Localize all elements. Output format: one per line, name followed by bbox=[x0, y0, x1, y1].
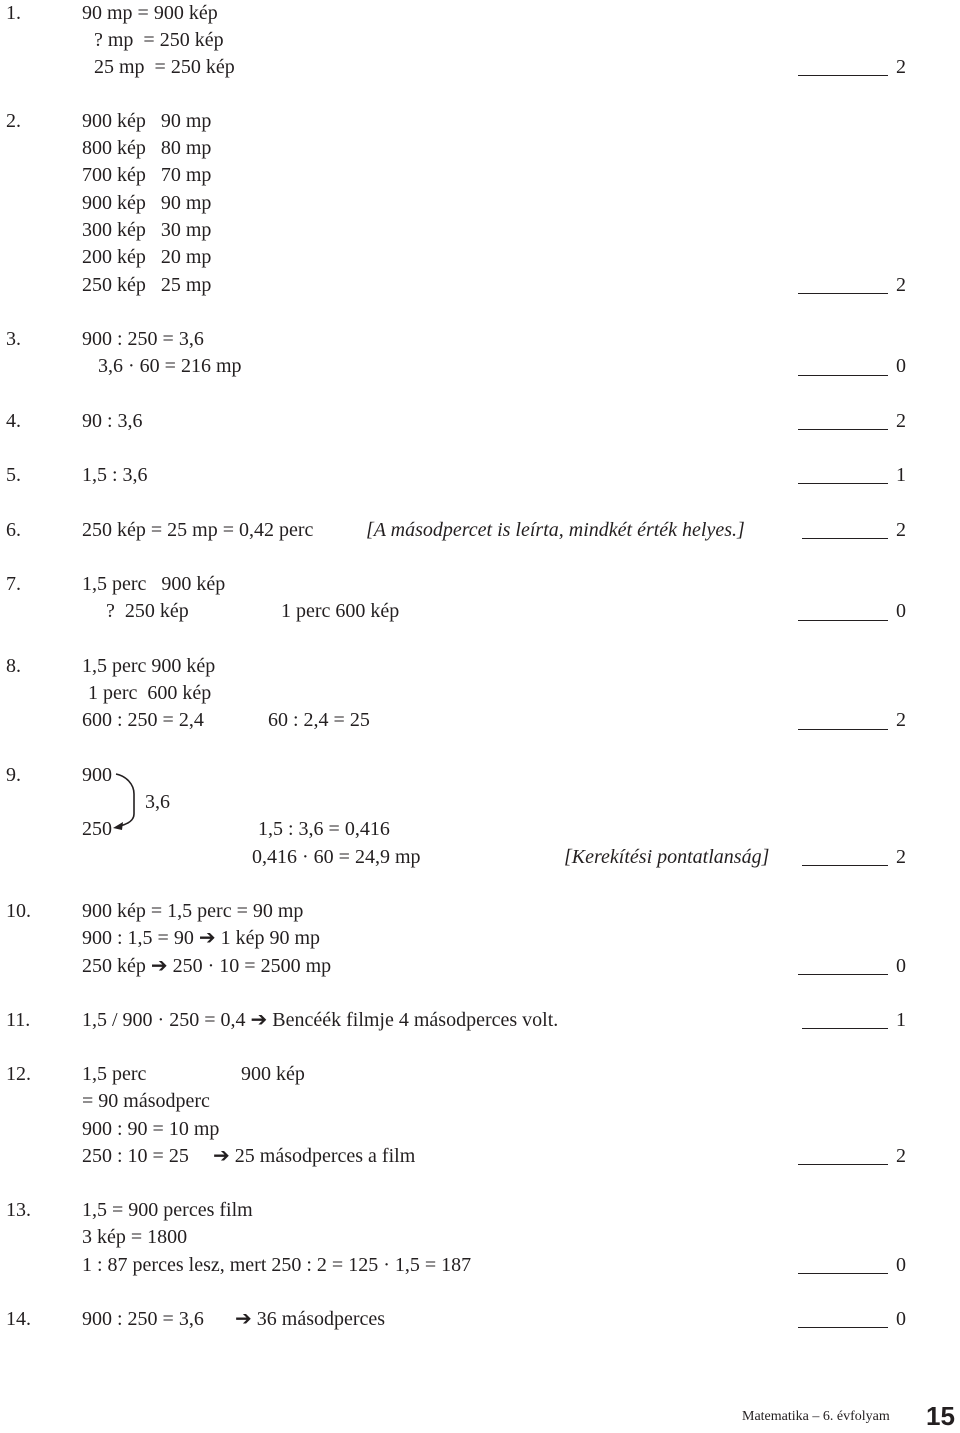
score-blank bbox=[798, 75, 888, 76]
item-line: 1 perc 600 kép bbox=[88, 682, 212, 704]
item-number: 12. bbox=[6, 1063, 31, 1085]
page-number: 15 bbox=[926, 1401, 955, 1431]
score-blank bbox=[798, 1327, 888, 1328]
item-number: 2. bbox=[6, 110, 21, 132]
item-score: 0 bbox=[896, 1308, 906, 1330]
score-blank bbox=[798, 293, 888, 294]
item-line: 250 bbox=[82, 818, 112, 840]
item-line: 1,5 perc 900 kép bbox=[82, 573, 226, 595]
item-line: 250 : 10 = 25 bbox=[82, 1145, 189, 1167]
bracket-arrow-icon bbox=[112, 770, 142, 832]
item-score: 0 bbox=[896, 355, 906, 377]
item-score: 2 bbox=[896, 846, 906, 868]
item-number: 8. bbox=[6, 655, 21, 677]
score-blank bbox=[798, 729, 888, 730]
item-line: 1 perc 600 kép bbox=[281, 600, 400, 622]
item-line: 90 : 3,6 bbox=[82, 410, 143, 432]
item-line: 1,5 perc 900 kép bbox=[82, 655, 216, 677]
item-line: 250 kép 25 mp bbox=[82, 274, 212, 296]
item-line: 900 bbox=[82, 764, 112, 786]
item-number: 11. bbox=[6, 1009, 31, 1031]
item-line: 700 kép 70 mp bbox=[82, 164, 212, 186]
item-number: 1. bbox=[6, 2, 21, 24]
item-number: 5. bbox=[6, 464, 21, 486]
item-number: 13. bbox=[6, 1199, 31, 1221]
item-line: 200 kép 20 mp bbox=[82, 246, 212, 268]
item-score: 2 bbox=[896, 709, 906, 731]
item-score: 2 bbox=[896, 410, 906, 432]
item-line: 60 : 2,4 = 25 bbox=[268, 709, 370, 731]
item-line: ➔ 25 másodperces a film bbox=[213, 1145, 416, 1167]
item-line: 0,416 · 60 = 24,9 mp bbox=[252, 846, 421, 868]
item-number: 4. bbox=[6, 410, 21, 432]
grading-note: [A másodpercet is leírta, mindkét érték helyes.] bbox=[366, 519, 745, 541]
item-number: 9. bbox=[6, 764, 21, 786]
item-line: 900 : 250 = 3,6 bbox=[82, 328, 204, 350]
item-score: 1 bbox=[896, 1009, 906, 1031]
item-number: 6. bbox=[6, 519, 21, 541]
item-line: = 90 másodperc bbox=[82, 1090, 210, 1112]
item-line: 900 kép = 1,5 perc = 90 mp bbox=[82, 900, 304, 922]
item-score: 2 bbox=[896, 519, 906, 541]
item-line: 250 kép = 25 mp = 0,42 perc bbox=[82, 519, 314, 541]
item-line: 3,6 bbox=[145, 791, 170, 813]
item-line: 25 mp = 250 kép bbox=[94, 56, 235, 78]
item-score: 2 bbox=[896, 56, 906, 78]
item-number: 7. bbox=[6, 573, 21, 595]
item-score: 2 bbox=[896, 274, 906, 296]
item-line: 90 mp = 900 kép bbox=[82, 2, 218, 24]
item-score: 0 bbox=[896, 1254, 906, 1276]
score-blank bbox=[798, 483, 888, 484]
item-line: ? 250 kép bbox=[106, 600, 189, 622]
item-line: 900 kép 90 mp bbox=[82, 192, 212, 214]
item-line: 3 kép = 1800 bbox=[82, 1226, 188, 1248]
score-blank bbox=[802, 538, 888, 539]
score-blank bbox=[802, 1028, 888, 1029]
score-blank bbox=[798, 429, 888, 430]
item-line: 900 : 250 = 3,6 bbox=[82, 1308, 204, 1330]
item-number: 3. bbox=[6, 328, 21, 350]
item-line: 300 kép 30 mp bbox=[82, 219, 212, 241]
item-line: ➔ 36 másodperces bbox=[235, 1308, 386, 1330]
item-line: 3,6 · 60 = 216 mp bbox=[98, 355, 242, 377]
item-line: 1,5 perc bbox=[82, 1063, 147, 1085]
item-line: 900 kép 90 mp bbox=[82, 110, 212, 132]
item-number: 14. bbox=[6, 1308, 31, 1330]
score-blank bbox=[798, 1164, 888, 1165]
grading-note: [Kerekítési pontatlanság] bbox=[564, 846, 770, 868]
score-blank bbox=[802, 865, 888, 866]
item-line: 900 kép bbox=[241, 1063, 305, 1085]
item-line: 1,5 / 900 · 250 = 0,4 ➔ Bencéék filmje 4 másodperces volt. bbox=[82, 1009, 559, 1031]
item-line: 1,5 : 3,6 = 0,416 bbox=[258, 818, 390, 840]
item-score: 1 bbox=[896, 464, 906, 486]
item-score: 0 bbox=[896, 600, 906, 622]
item-line: 1 : 87 perces lesz, mert 250 : 2 = 125 · 1,5 = 187 bbox=[82, 1254, 472, 1276]
item-score: 2 bbox=[896, 1145, 906, 1167]
item-line: 900 : 90 = 10 mp bbox=[82, 1118, 220, 1140]
score-blank bbox=[798, 620, 888, 621]
item-line: 1,5 = 900 perces film bbox=[82, 1199, 253, 1221]
item-line: 800 kép 80 mp bbox=[82, 137, 212, 159]
item-line: 900 : 1,5 = 90 ➔ 1 kép 90 mp bbox=[82, 927, 321, 949]
item-line: 1,5 : 3,6 bbox=[82, 464, 148, 486]
score-blank bbox=[798, 1273, 888, 1274]
item-score: 0 bbox=[896, 955, 906, 977]
score-blank bbox=[798, 974, 888, 975]
score-blank bbox=[798, 375, 888, 376]
item-line: ? mp = 250 kép bbox=[94, 29, 224, 51]
item-line: 600 : 250 = 2,4 bbox=[82, 709, 204, 731]
item-line: 250 kép ➔ 250 · 10 = 2500 mp bbox=[82, 955, 332, 977]
footer-title: Matematika – 6. évfolyam bbox=[742, 1409, 890, 1424]
item-number: 10. bbox=[6, 900, 31, 922]
